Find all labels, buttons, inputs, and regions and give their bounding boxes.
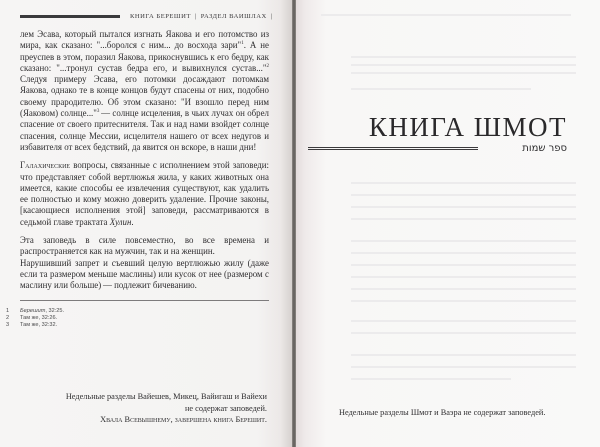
show-through-mark xyxy=(351,88,531,90)
book-title: КНИГА ШМОТ xyxy=(368,112,567,142)
paragraph-text: — солнце исцеления, в чьих лучах он обрел спасение от своего притеснителя. Так и над нами взойдет солнце спасения, солнце Мессии, исцелителя нашего от всех недугов и избавителя от всех бедствий, да явится он вскоре, в наши дни! xyxy=(20,108,269,152)
show-through-mark xyxy=(351,320,576,322)
closing-note-right: Недельные разделы Шмот и Ваэра не содержат заповедей. xyxy=(339,408,546,417)
footnote-item xyxy=(6,315,269,322)
paragraph-text: лем Эсава, который пытался изгнать Яакова и его потомство из мира, как сказано: "...боролся с ним... до восхода зари" xyxy=(20,29,269,51)
show-through-mark xyxy=(351,332,576,334)
left-page-column xyxy=(6,29,269,329)
closing-line: не содержат заповедей. xyxy=(184,403,267,413)
footnote-divider xyxy=(20,300,269,301)
paragraph-text: . А не преуспев в этом, поразил Яакова, прикоснувшись к его бедру, как сказано: "...тронул сустав бедра его, и вывихнулся сустав..." xyxy=(20,40,269,73)
show-through-mark xyxy=(351,354,576,356)
footnote-item xyxy=(6,308,269,315)
show-through-mark xyxy=(351,264,576,266)
footnote-ref-text: , 32:25. xyxy=(45,307,65,314)
tractate-name: Хулин xyxy=(109,216,132,227)
show-through-mark xyxy=(351,56,576,58)
footnote-item xyxy=(6,322,269,329)
show-through-mark xyxy=(351,288,576,290)
paragraph-esav xyxy=(20,29,269,153)
footnote-number: 2 xyxy=(6,314,10,321)
paragraph-applicability xyxy=(20,235,269,291)
title-block xyxy=(369,112,567,155)
right-page xyxy=(296,0,600,447)
closing-blessing: Хвала Всевышнему, завершена книга Берешит. xyxy=(100,415,267,425)
show-through-mark xyxy=(351,366,576,368)
running-head-trailing-separator: | xyxy=(270,12,273,20)
footnote-source: Берешит xyxy=(20,307,46,314)
show-through-mark xyxy=(351,64,576,66)
running-head xyxy=(20,11,280,21)
paragraph-text: Следуя примеру Эсава, его потомки досаждают потомкам Яакова, однако те в конце концов будут спасены от них, подобно своему прародителю. Об этом сказано: "И взошло перед ним (Яаковом) солнце..." xyxy=(20,74,269,119)
footnote-ref[interactable]: 1 xyxy=(241,41,244,47)
show-through-mark xyxy=(351,218,576,220)
show-through-mark xyxy=(351,378,511,380)
footnote-ref-text: Там же, 32:32. xyxy=(20,322,58,329)
paragraph-text: Нарушивший запрет и съевший целую вертлюжью жилу (даже если та размером меньше маслины) или кусок от нее (размером с маслину или больше) — подлежит бичеванию. xyxy=(20,257,269,291)
paragraph-halachic xyxy=(20,160,269,228)
paragraph-text: Эта заповедь в силе повсеместно, во все времена и распространяется как на мужчин, так и на женщин. xyxy=(20,235,269,257)
footnote-number: 3 xyxy=(6,322,10,329)
footnote-ref-text: Там же, 32:26. xyxy=(20,314,58,321)
closing-line: Недельные разделы Вайешев, Микец, Вайигаш и Вайехи xyxy=(65,392,267,401)
paragraph-text: . xyxy=(131,216,134,227)
running-head-bar xyxy=(20,15,120,18)
show-through-mark xyxy=(351,194,576,196)
show-through-mark xyxy=(351,252,576,254)
show-through-mark xyxy=(351,276,576,278)
footnote-ref[interactable]: 3 xyxy=(96,109,100,115)
left-page xyxy=(0,0,292,447)
show-through-mark xyxy=(351,300,576,302)
running-head-book: КНИГА БЕРЕШИТ xyxy=(130,12,191,20)
paragraph-lead-word: Галахические xyxy=(20,160,71,171)
paragraph-text: вопросы, связанные с исполнением этой заповеди: что представляет собой вертлюжья жила, у каких животных она имеется, какие способы ее извлечения существуют, как удалить ее полностью и кому можно доверить удаление. Прочие законы, [касающиеся исполнения этой] заповеди, рассматриваются в седьмой главе трактата xyxy=(20,160,269,227)
running-head-section: РАЗДЕЛ ВАИШЛАХ xyxy=(200,12,267,20)
show-through-mark xyxy=(351,72,576,74)
show-through-mark xyxy=(351,182,576,184)
show-through-mark xyxy=(351,206,576,208)
footnotes-list xyxy=(6,308,269,330)
show-through-mark xyxy=(351,240,576,242)
footnote-ref[interactable]: 2 xyxy=(266,63,269,69)
show-through-mark xyxy=(321,14,571,16)
closing-note-left xyxy=(17,391,267,426)
footnote-number: 1 xyxy=(6,307,10,314)
hebrew-subtitle: ספר שמות xyxy=(522,143,567,154)
running-head-separator: | xyxy=(194,12,197,20)
